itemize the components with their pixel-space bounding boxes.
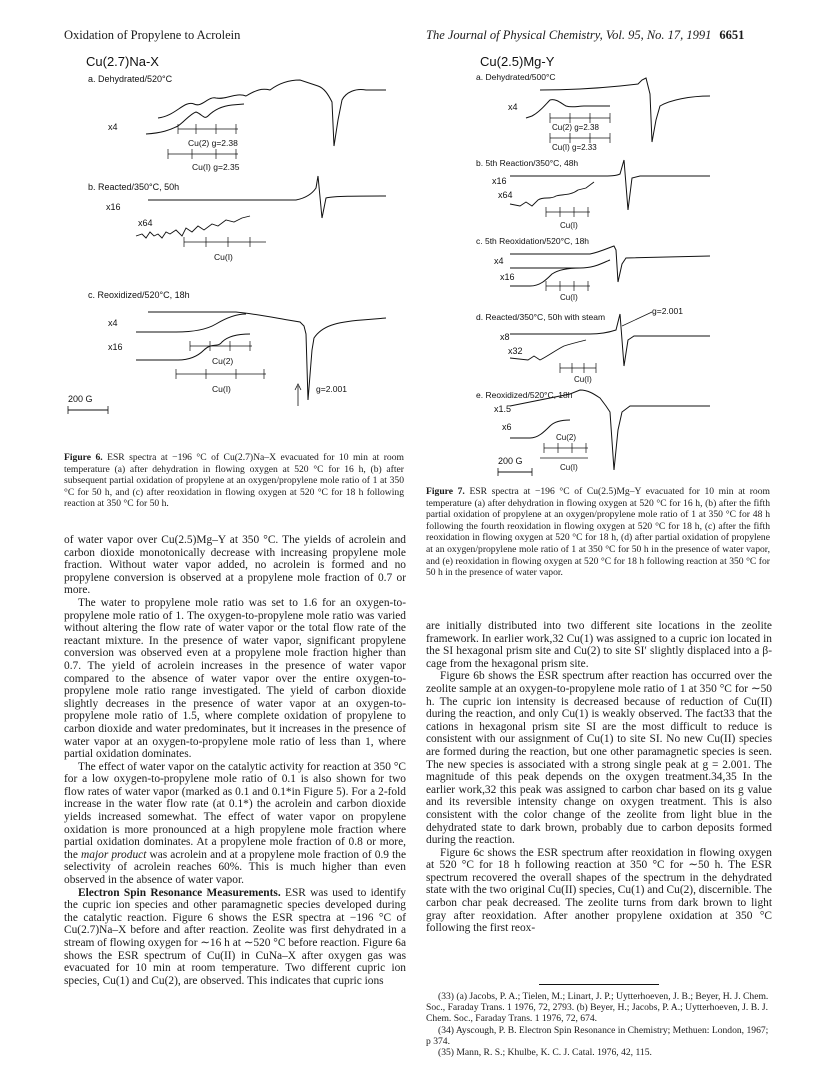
fig6-b-x64: x64 bbox=[138, 218, 153, 228]
fig7-b-x16: x16 bbox=[492, 176, 507, 186]
fig6-b-cu1: Cu(I) bbox=[214, 252, 233, 262]
fig6-spectrum-b bbox=[148, 176, 386, 218]
fig6-spectrum-c bbox=[148, 312, 386, 400]
right-paragraph-3: Figure 6c shows the ESR spectrum after reoxidation in flowing oxygen at 520 °C for 18 h following reaction at 350 °C for ∼50 h. The ESR spectrum recovered the overall shapes of the spectrum in the dehydrated state with the two original Cu(II) species, Cu(1) and Cu(2), discernible. The carbon char peak decreased. The zeolite turns from dark brown to light gray after reoxidation. After another propylene oxidation at 350 °C following the first reox- bbox=[426, 846, 772, 935]
figure-6 bbox=[66, 50, 406, 448]
right-column-text bbox=[426, 620, 772, 935]
reference-35: (35) Mann, R. S.; Khulbe, K. C. J. Catal. 1976, 42, 115. bbox=[438, 1047, 652, 1059]
fig7-d-x8: x8 bbox=[500, 332, 510, 342]
fig6-b-x16: x16 bbox=[106, 202, 121, 212]
fig7-spectrum-a bbox=[540, 78, 710, 142]
fig7-panel-e-label: e. Reoxidized/520°C, 18h bbox=[476, 390, 573, 400]
fig7-panel-c-label: c. 5th Reoxidation/520°C, 18h bbox=[476, 236, 590, 246]
figure-6-caption bbox=[64, 452, 404, 510]
left-paragraph-4: Electron Spin Resonance Measurements. ESR was used to identify the cupric ion species and other paramagnetic species developed during the catalytic reaction. Figure 6 shows the ESR spectra at −196 °C of Cu(2.7)Na–X before and after reaction. Zeolite was first dehydrated in a stream of flowing oxygen for ∼16 h at ∼520 °C before reaction. Figure 6a shows the ESR spectrum of Cu(II) in CuNa–X after oxygen gas was evacuated for 10 min at room temperature. Two different cupric ion species, Cu(1) and Cu(2), are observed. This indicates that cupric ions bbox=[64, 886, 406, 987]
fig6-spectrum-a bbox=[158, 80, 386, 146]
fig7-spectrum-c-x16 bbox=[510, 268, 580, 286]
fig7-scale-label: 200 G bbox=[498, 456, 523, 466]
fig7-e-cu2: Cu(2) bbox=[556, 433, 577, 442]
fig6-c-cu2: Cu(2) bbox=[212, 356, 234, 366]
right-paragraph-2: Figure 6b shows the ESR spectrum after reaction has occurred over the zeolite sample at an oxygen-to-propylene mole ratio of 1 at 350 °C for ∼50 h. The cupric ion intensity is decreased because of reduction of Cu(II) during the reaction, and only Cu(1) is weakly observed. The fact33 that the cations in hexagonal prism site SI are the most difficult to reduce is consistent with our assignment of Cu(1) to site SI. No new Cu(II) species are formed during the reaction, but one other paramagnetic species is seen. The new species is associated with a strong single peak at g = 2.001. The magnitude of this peak depends on the oxygen treatment.34,35 In the earlier work,32 this peak was assigned to carbon char based on its g value and its reversible intensity change on oxygen treatment. This is also consistent with the color change of the zeolite from light blue in the dehydrated state to dark brown, probably due to carbon deposits formed during the reaction. bbox=[426, 670, 772, 847]
fig6-a-cu2: Cu(2) g=2.38 bbox=[188, 138, 238, 148]
fig6-c-x4: x4 bbox=[108, 318, 118, 328]
fig7-panel-b-label: b. 5th Reaction/350°C, 48h bbox=[476, 158, 579, 168]
fig6-sample-label: Cu(2.7)Na-X bbox=[86, 54, 159, 69]
fig6-caption-label: Figure 6. bbox=[64, 452, 103, 463]
fig7-spectrum-c-x4 bbox=[510, 260, 610, 268]
fig7-d-g-value: g=2.001 bbox=[652, 306, 683, 316]
left-paragraph-2: The water to propylene mole ratio was set to 1.6 for an oxygen-to-propylene mole ratio of 1. The oxygen-to-propylene mole ratio was varied without altering the flow rate of water vapor or the total flow rate of the reactant mixture. In the presence of water vapor, significant propylene conversion was observed even at a propylene mole fraction higher than 0.7. The yield of acrolein increases in the presence of water vapor compared to the absence of water vapor over the entire oxygen-to-propylene mole ratio range investigated. The yield of carbon dioxide slightly decreases in the presence of water vapor at an oxygen-to-propylene mole ratio of 1.5, where complete oxidation of propylene to carbon dioxide and water predominates, but it increases in the presence of water vapor at an oxygen-to-propylene mole ratio of less than 1, where partial oxidation dominates. bbox=[64, 596, 406, 761]
figure-7-caption bbox=[426, 486, 770, 579]
fig7-b-x64: x64 bbox=[498, 190, 513, 200]
figure-6-spectra bbox=[66, 50, 406, 448]
fig6-panel-a-label: a. Dehydrated/520°C bbox=[88, 74, 173, 84]
fig6-panel-c-label: c. Reoxidized/520°C, 18h bbox=[88, 290, 190, 300]
fig6-a-x4: x4 bbox=[108, 122, 118, 132]
fig7-e-x1_5: x1.5 bbox=[494, 404, 512, 414]
fig7-caption-text: ESR spectra at −196 °C of Cu(2.5)Mg–Y evacuated for 10 min at room temperature (a) after dehydration in flowing oxygen at 520 °C for 16 h, (b) after the fifth partial oxidation of propylene at an oxygen/propylene mole ratio of 1 at 350 °C for 48 h following the fourth reoxidation in flowing oxygen at 520 °C for 18 h, (c) after the fifth reoxidation in flowing oxygen at 520 °C for 18 h, (d) after partial oxidation of propylene at an oxygen/propylene mole ratio of 1 at 350 °C for 50 h in the presence of water vapor, and (e) reoxidation in flowing oxygen at 520 °C for 18 h following reaction at 350 °C for 50 h in the presence of water vapor. bbox=[426, 486, 770, 579]
fig6-c-x16: x16 bbox=[108, 342, 123, 352]
fig7-c-x16: x16 bbox=[500, 272, 515, 282]
fig7-e-x6: x6 bbox=[502, 422, 512, 432]
reference-33: (33) (a) Jacobs, P. A.; Tielen, M.; Linart, J. P.; Uytterhoeven, J. B.; Beyer, H. J. Chem. Soc., Faraday Trans. 1 1976, 72, 2793. (b) Beyer, H.; Jacobs, P. A.; Uytterhoeven, J. B. J. Chem. Soc., Faraday Trans. 1 1976, 72, 674. bbox=[426, 991, 769, 1025]
running-header-journal bbox=[426, 28, 744, 43]
fig7-sample-label: Cu(2.5)Mg-Y bbox=[480, 54, 555, 69]
running-header-title: Oxidation of Propylene to Acrolein bbox=[64, 28, 241, 42]
fig7-a-cu2: Cu(2) g=2.38 bbox=[552, 123, 599, 132]
fig7-d-cu1: Cu(I) bbox=[574, 375, 592, 384]
fig7-panel-d-label: d. Reacted/350°C, 50h with steam bbox=[476, 312, 606, 322]
references bbox=[426, 984, 772, 1058]
journal-citation: The Journal of Physical Chemistry, Vol. 95, No. 17, 1991 bbox=[426, 28, 712, 42]
fig6-a-cu1: Cu(I) g=2.35 bbox=[192, 162, 240, 172]
fig7-caption-label: Figure 7. bbox=[426, 486, 465, 497]
references-rule bbox=[539, 984, 659, 985]
fig7-e-cu1: Cu(I) bbox=[560, 463, 578, 472]
fig7-c-cu1: Cu(I) bbox=[560, 293, 578, 302]
right-paragraph-1: are initially distributed into two different site locations in the zeolite framework. In earlier work,32 Cu(1) was assigned to a cupric ion located in the SI hexagonal prism site and Cu(2) to site SI′ slightly displaced into a β-cage from the hexagonal prism site. bbox=[426, 620, 772, 670]
fig6-spectrum-c-x4 bbox=[136, 314, 246, 332]
fig7-panel-a-label: a. Dehydrated/500°C bbox=[476, 72, 556, 82]
esr-section-heading: Electron Spin Resonance Measurements. bbox=[78, 886, 281, 899]
fig7-d-x32: x32 bbox=[508, 346, 523, 356]
left-paragraph-1: of water vapor over Cu(2.5)Mg–Y at 350 °C. The yields of acrolein and carbon dioxide monotonically decrease with increasing propylene mole fraction. Without water vapor added, no acrolein is formed and no propylene conversion is observed at a propylene mole fraction of 0.7 or more. bbox=[64, 534, 406, 597]
fig6-c-cu1: Cu(I) bbox=[212, 384, 231, 394]
fig7-spectrum-b-x64 bbox=[510, 182, 594, 206]
fig7-c-x4: x4 bbox=[494, 256, 504, 266]
fig7-spectrum-c bbox=[510, 246, 710, 282]
reference-34: (34) Ayscough, P. B. Electron Spin Resonance in Chemistry; Methuen: London, 1967; p 374. bbox=[426, 1024, 769, 1047]
page-number: 6651 bbox=[719, 28, 745, 42]
fig6-caption-text: ESR spectra at −196 °C of Cu(2.7)Na–X evacuated for 10 min at room temperature (a) after dehydration in flowing oxygen at 520 °C for 16 h, (b) after subsequent partial oxidation of propylene at an oxygen/propylene mole ratio of 1 at 350 °C for 50 h, and (c) after reoxidation in flowing oxygen at 520 °C for 18 h following reaction at 350 °C for 50 h. bbox=[64, 452, 404, 510]
fig6-spectrum-b-x64 bbox=[136, 216, 250, 238]
fig7-a-cu1: Cu(I) g=2.33 bbox=[552, 143, 597, 152]
fig6-scale-label: 200 G bbox=[68, 394, 93, 404]
figure-7 bbox=[470, 50, 750, 480]
fig6-c-g-value: g=2.001 bbox=[316, 384, 347, 394]
fig7-a-x4: x4 bbox=[508, 102, 518, 112]
fig7-spectrum-a-x4 bbox=[526, 100, 610, 118]
fig7-b-cu1: Cu(I) bbox=[560, 221, 578, 230]
fig6-spectrum-a-x4 bbox=[146, 104, 244, 134]
left-column-text bbox=[64, 534, 406, 987]
fig6-panel-b-label: b. Reacted/350°C, 50h bbox=[88, 182, 180, 192]
left-paragraph-3: The effect of water vapor on the catalytic activity for reaction at 350 °C for a low oxygen-to-propylene mole ratio of 0.1 is also shown for two flow rates of water vapor (marked as 0.1 and 0.1*in Figure 5). For a 2-fold increase in the water flow rate (at 0.1*) the acrolein and carbon dioxide yields increased somewhat. The effect of water vapor on propylene oxidation is more pronounced at a high propylene mole fraction where partial oxidation dominates. At a propylene mole fraction of 0.8 or more, the major product was acrolein and at a propylene mole fraction of 0.9 the selectivity of acrolein reaches 60%. This is much higher than even observed in the absence of water vapor. bbox=[64, 760, 407, 887]
figure-7-spectra bbox=[470, 50, 750, 480]
